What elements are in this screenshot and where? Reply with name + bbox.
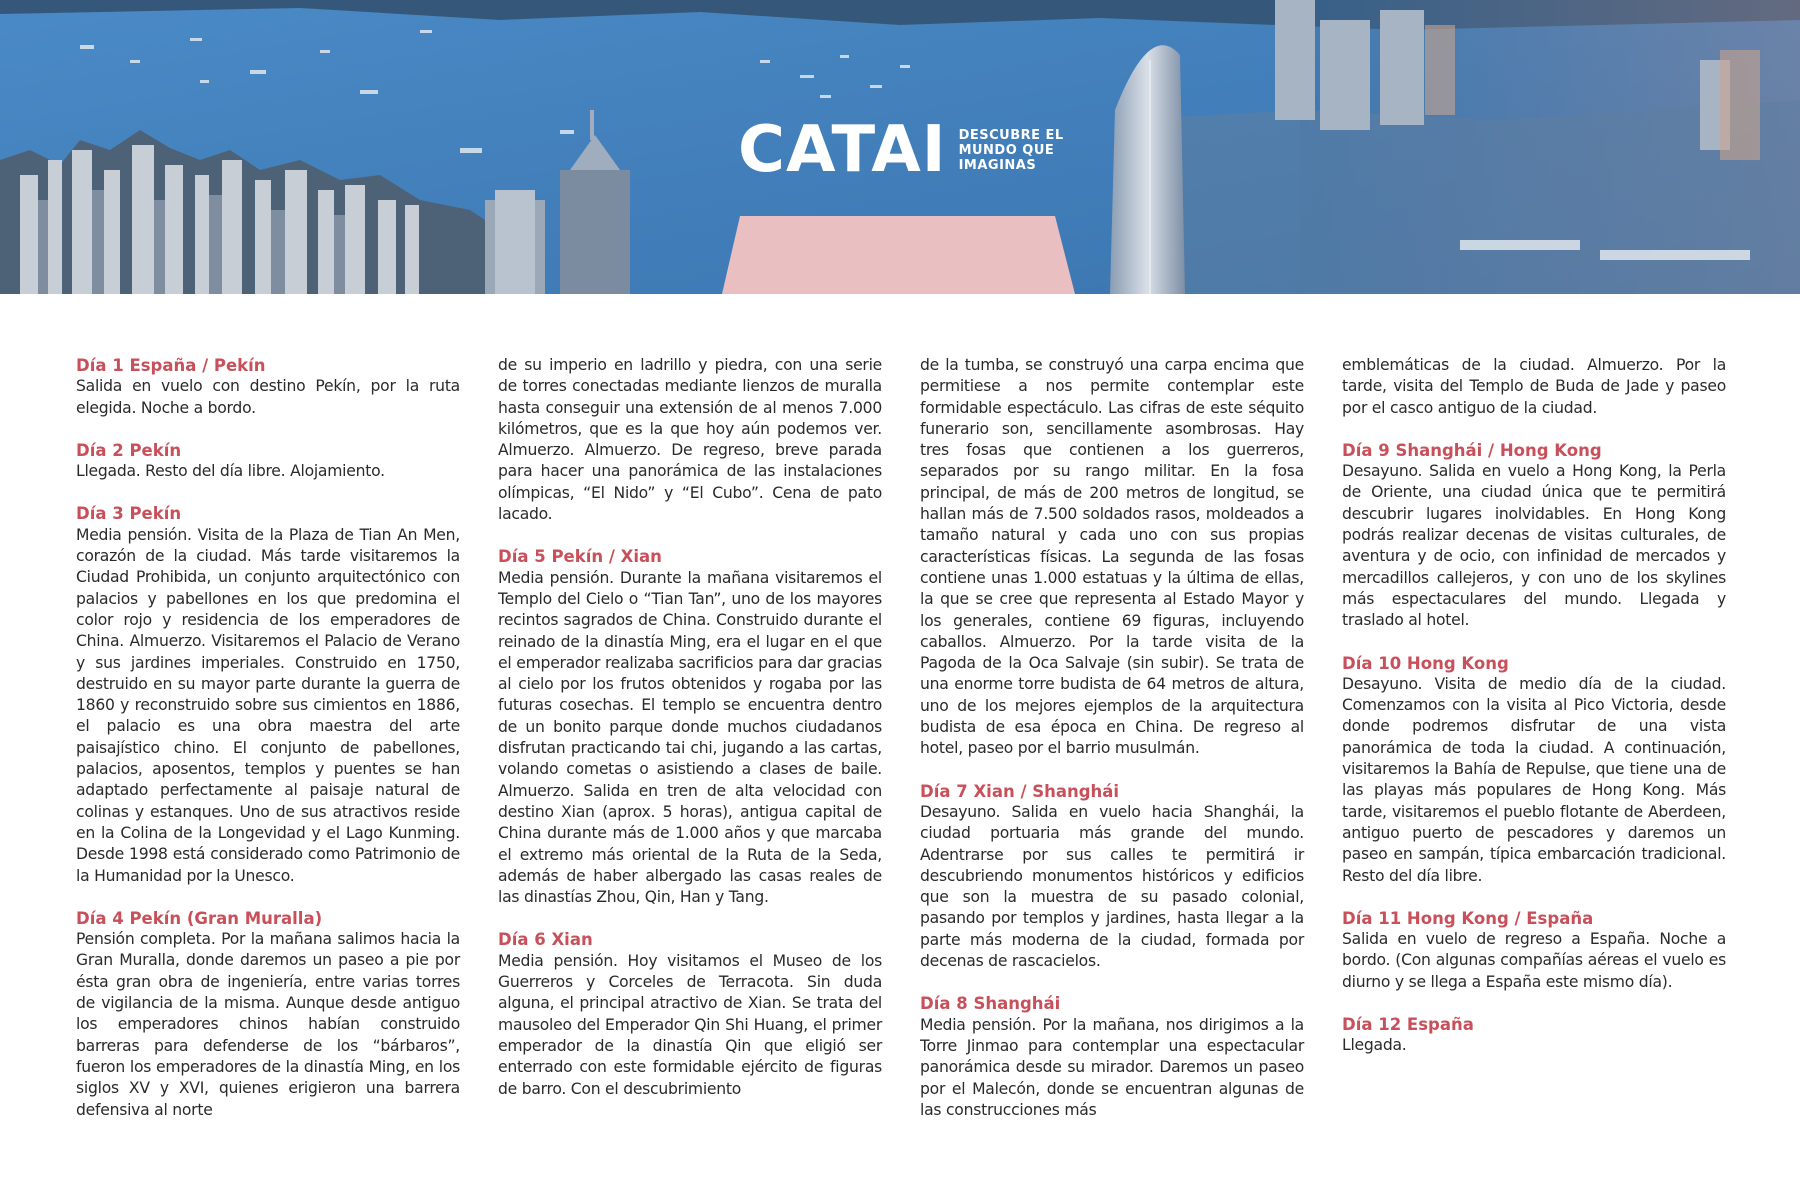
day-8 <box>920 993 1304 1121</box>
brand-name: CATAI <box>738 113 947 187</box>
column-3 <box>920 355 1304 1142</box>
day-3 <box>76 503 460 886</box>
column-2 <box>498 355 882 1121</box>
day-description: Salida en vuelo con destino Pekín, por la ruta elegida. Noche a bordo. <box>76 377 460 417</box>
day-11 <box>1342 908 1726 993</box>
day-title: Día 2 Pekín <box>76 440 182 460</box>
day-title: Día 5 Pekín / Xian <box>498 547 662 567</box>
day-8-continuation: emblemáticas de la ciudad. Almuerzo. Por la tarde, visita del Templo de Buda de Jade y paseo por el casco antiguo de la ciudad. <box>1342 356 1726 417</box>
day-description: Pensión completa. Por la mañana salimos hacia la Gran Muralla, donde daremos un paseo a pie por ésta gran obra de ingeniería, entre varias torres de vigilancia de la misma. Aunque desde antiguo los emperadores chinos habían construido barreras para defenderse de los “bárbaros”, fueron los emperadores de la dinastía Ming, en los siglos XV y XVI, quienes erigieron una barrera defensiva al norte <box>76 930 460 1119</box>
day-10 <box>1342 653 1726 887</box>
day-title: Día 4 Pekín (Gran Muralla) <box>76 908 323 928</box>
day-description: Llegada. Resto del día libre. Alojamiento. <box>76 462 385 481</box>
day-title: Día 9 Shanghái / Hong Kong <box>1342 440 1602 460</box>
day-title: Día 11 Hong Kong / España <box>1342 908 1594 928</box>
day-title: Día 6 Xian <box>498 930 593 950</box>
day-title: Día 1 España / Pekín <box>76 356 266 375</box>
day-description: Desayuno. Salida en vuelo hacia Shanghái, la ciudad portuaria más grande del mundo. Adentrarse por sus calles te permitirá ir descubriendo monumentos históricos y edificios que son la muestra de su pasado colonial, pasando por templos y jardines, hasta llegar a la parte más moderna de la ciudad, formada por decenas de rascacielos. <box>920 802 1304 971</box>
day-description: Desayuno. Salida en vuelo a Hong Kong, la Perla de Oriente, una ciudad única que te permitirá descubrir lugares inolvidables. En Hong Kong podrás realizar decenas de visitas culturales, de aventura y de ocio, con infinidad de mercados y mercadillos callejeros, y con uno de los skylines más espectaculares del mundo. Llegada y traslado al hotel. <box>1342 462 1726 630</box>
day-2 <box>76 440 460 483</box>
day-description: Llegada. <box>1342 1036 1407 1055</box>
day-5 <box>498 546 882 908</box>
day-title: Día 8 Shanghái <box>920 994 1061 1014</box>
column-1 <box>76 355 460 1142</box>
day-1 <box>76 355 460 419</box>
day-4-continuation: de su imperio en ladrillo y piedra, con una serie de torres conectadas mediante lienzos de muralla hasta conseguir una extensión de al menos 7.000 kilómetros, que es la que hoy aún podemos ver. Almuerzo. Almuerzo. De regreso, breve parada para hacer una panorámica de las instalaciones olímpicas, “El Nido” y “El Cubo”. Cena de pato lacado. <box>498 356 882 524</box>
day-12 <box>1342 1014 1726 1057</box>
day-title: Día 12 España <box>1342 1015 1474 1035</box>
day-6-continuation: de la tumba, se construyó una carpa encima que permitiese a nos permite contemplar este formidable espectáculo. Las cifras de este séquito funerario son, sencillamente asombrosas. Hay tres fosas que contienen a los guerreros, separados por su rango militar. En la fosa principal, de más de 200 metros de longitud, se hallan más de 7.500 soldados rasos, moldeados a tamaño natural y cada uno con sus propias características físicas. La segunda de las fosas contiene unas 1.000 estatuas y la última de ellas, la que se cree que representa al Estado Mayor y los generales, contiene 69 figuras, incluyendo caballos. Almuerzo. Por la tarde visita de la Pagoda de la Oca Salvaje (sin subir). Se trata de una enorme torre budista de 64 metros de altura, uno de los mejores ejemplos de la arquitectura budista de esa época en China. De regreso al hotel, paseo por el barrio musulmán. <box>920 356 1304 758</box>
day-description: Media pensión. Visita de la Plaza de Tian An Men, corazón de la ciudad. Más tarde visitaremos la Ciudad Prohibida, un conjunto arquitectónico con palacios y pabellones en los que predomina el color rojo y residencia de los emperadores de China. Almuerzo. Visitaremos el Palacio de Verano y sus jardines imperiales. Construido en 1750, destruido en su mayor parte durante la guerra de 1860 y reconstruido sobre sus cimientos en 1886, el palacio es una obra maestra del arte paisajístico chino. El conjunto de pabellones, palacios, aposentos, templos y puentes se han adaptado perfectamente al paisaje natural de colinas y estanques. Uno de sus atractivos reside en la Colina de la Longevidad y el Lago Kunming. Desde 1998 está considerado como Patrimonio de la Humanidad por la Unesco. <box>76 525 460 885</box>
day-description: Media pensión. Por la mañana, nos dirigimos a la Torre Jinmao para contemplar una espectacular panorámica desde su mirador. Daremos un paseo por el Malecón, donde se encuentran algunas de las construcciones más <box>920 1015 1304 1119</box>
tagline-line-2: MUNDO QUE <box>958 142 1055 158</box>
day-4 <box>76 908 460 1121</box>
day-title: Día 3 Pekín <box>76 504 182 524</box>
tagline-line-3: IMAGINAS <box>958 157 1037 173</box>
column-4 <box>1342 355 1726 1078</box>
day-title: Día 10 Hong Kong <box>1342 653 1509 673</box>
day-description: Salida en vuelo de regreso a España. Noche a bordo. (Con algunas compañías aéreas el vuelo es diurno y se llega a España este mismo día). <box>1342 930 1726 991</box>
tagline-line-1: DESCUBRE EL <box>958 127 1064 143</box>
day-7 <box>920 781 1304 973</box>
day-title: Día 7 Xian / Shanghái <box>920 781 1120 801</box>
day-description: Desayuno. Visita de medio día de la ciudad. Comenzamos con la visita al Pico Victoria, desde donde podremos disfrutar de una vista panorámica de toda la ciudad. A continuación, visitaremos la Bahía de Repulse, que tiene una de las playas más populares de Hong Kong. Más tarde, visitaremos el pueblo flotante de Aberdeen, antiguo puerto de pescadores y daremos un paseo en sampán, típica embarcación tradicional. Resto del día libre. <box>1342 674 1726 885</box>
day-9 <box>1342 440 1726 632</box>
day-6 <box>498 929 882 1099</box>
day-description: Media pensión. Hoy visitamos el Museo de los Guerreros y Corceles de Terracota. Sin duda alguna, el principal atractivo de Xian. Se trata del mausoleo del Emperador Qin Shi Huang, el primer emperador de la dinastía Qin que eligió ser enterrado con este formidable ejército de figuras de barro. Con el descubrimiento <box>498 951 882 1098</box>
day-description: Media pensión. Durante la mañana visitaremos el Templo del Cielo o “Tian Tan”, uno de los mayores recintos sagrados de China. Construido durante el reinado de la dinastía Ming, era el lugar en el que el emperador realizaba sacrificios para dar gracias al cielo por los frutos obtenidos y rogaba por las futuras cosechas. El templo se encuentra dentro de un bonito parque donde muchos ciudadanos disfrutan practicando tai chi, jugando a las cartas, volando cometas o asistiendo a clases de baile. Almuerzo. Salida en tren de alta velocidad con destino Xian (aprox. 5 horas), antigua capital de China durante más de 1.000 años y que marcaba el extremo más oriental de la Ruta de la Seda, además de haber albergado las casas reales de las dinastías Zhou, Qin, Han y Tang. <box>498 568 882 907</box>
